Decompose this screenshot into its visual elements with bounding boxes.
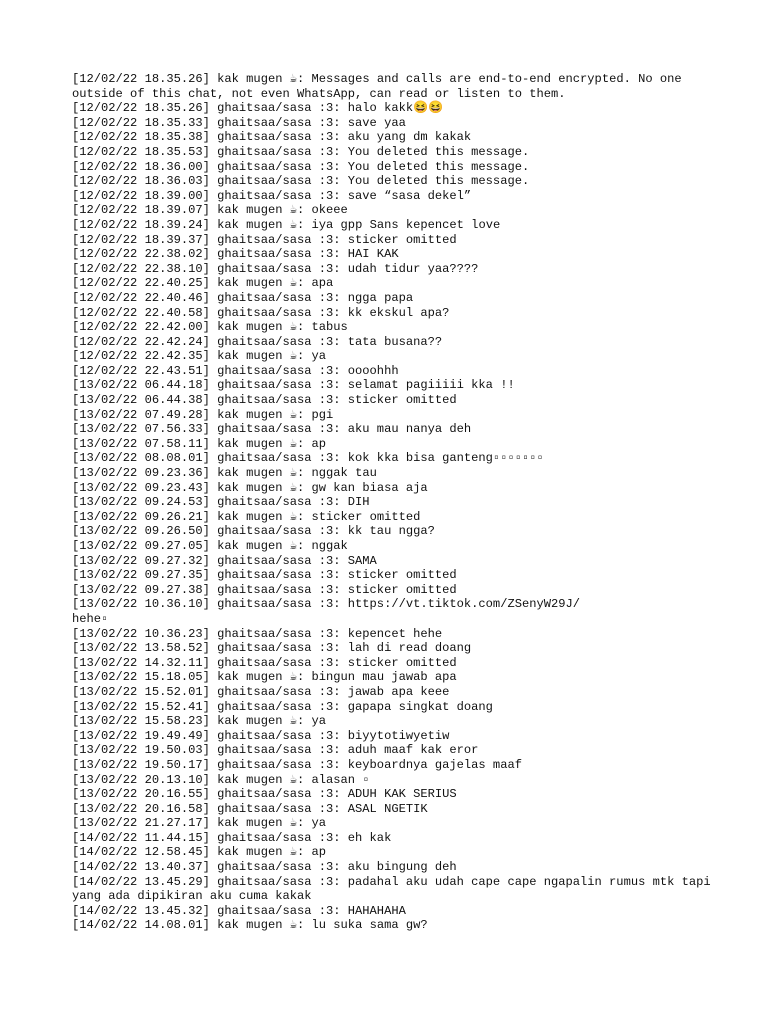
chat-line: [13/02/22 09.23.36] kak mugen ☕: nggak tau — [72, 466, 377, 481]
chat-line: [12/02/22 22.40.58] ghaitsaa/sasa :3: kk ekskul apa? — [72, 305, 450, 320]
chat-line: [12/02/22 22.38.02] ghaitsaa/sasa :3: HAI KAK — [72, 247, 399, 262]
chat-line: [13/02/22 06.44.38] ghaitsaa/sasa :3: sticker omitted — [72, 393, 457, 408]
chat-line: [14/02/22 14.08.01] kak mugen ☕: lu suka sama gw? — [72, 918, 428, 933]
chat-line: [12/02/22 18.39.00] ghaitsaa/sasa :3: save “sasa dekel” — [72, 188, 472, 203]
chat-line: [13/02/22 08.08.01] ghaitsaa/sasa :3: kok kka bisa ganteng▫▫▫▫▫▫▫ — [72, 451, 544, 466]
chat-line: [13/02/22 15.52.01] ghaitsaa/sasa :3: jawab apa keee — [72, 684, 450, 699]
chat-line: [13/02/22 09.27.35] ghaitsaa/sasa :3: sticker omitted — [72, 568, 457, 583]
chat-line: [12/02/22 18.36.03] ghaitsaa/sasa :3: You deleted this message. — [72, 174, 530, 189]
chat-line: [13/02/22 19.49.49] ghaitsaa/sasa :3: biyytotiwyetiw — [72, 728, 450, 743]
chat-line: [12/02/22 18.39.07] kak mugen ☕: okeee — [72, 203, 348, 218]
chat-line: [13/02/22 14.32.11] ghaitsaa/sasa :3: sticker omitted — [72, 655, 457, 670]
chat-line: [13/02/22 19.50.17] ghaitsaa/sasa :3: keyboardnya gajelas maaf — [72, 757, 522, 772]
chat-line: [13/02/22 09.24.53] ghaitsaa/sasa :3: DIH — [72, 495, 370, 510]
chat-line: [13/02/22 19.50.03] ghaitsaa/sasa :3: aduh maaf kak eror — [72, 743, 479, 758]
chat-line: [12/02/22 18.35.53] ghaitsaa/sasa :3: You deleted this message. — [72, 144, 530, 159]
chat-line: [13/02/22 09.26.50] ghaitsaa/sasa :3: kk tau ngga? — [72, 524, 435, 539]
chat-line: [13/02/22 10.36.10] ghaitsaa/sasa :3: https://vt.tiktok.com/ZSenyW29J/ hehe▫ — [72, 597, 581, 626]
chat-line: [12/02/22 18.39.24] kak mugen ☕: iya gpp Sans kepencet love — [72, 217, 501, 232]
chat-line: [14/02/22 12.58.45] kak mugen ☕: ap — [72, 845, 327, 860]
chat-line: [13/02/22 09.27.38] ghaitsaa/sasa :3: sticker omitted — [72, 582, 457, 597]
chat-line: [13/02/22 09.27.32] ghaitsaa/sasa :3: SAMA — [72, 553, 377, 568]
chat-line: [13/02/22 21.27.17] kak mugen ☕: ya — [72, 816, 327, 831]
chat-line: [13/02/22 10.36.23] ghaitsaa/sasa :3: kepencet hehe — [72, 626, 443, 641]
chat-line: [14/02/22 11.44.15] ghaitsaa/sasa :3: eh kak — [72, 830, 392, 845]
chat-line: [12/02/22 18.35.33] ghaitsaa/sasa :3: save yaa — [72, 115, 406, 130]
chat-line: [14/02/22 13.45.29] ghaitsaa/sasa :3: padahal aku udah cape cape ngapalin rumus mtk tapi yang ada dipikiran aku cuma kakak — [72, 874, 718, 904]
chat-line: [14/02/22 13.40.37] ghaitsaa/sasa :3: aku bingung deh — [72, 860, 457, 875]
chat-line: [12/02/22 18.36.00] ghaitsaa/sasa :3: You deleted this message. — [72, 159, 530, 174]
chat-line: [13/02/22 13.58.52] ghaitsaa/sasa :3: lah di read doang — [72, 641, 472, 656]
chat-line: [13/02/22 15.18.05] kak mugen ☕: bingun mau jawab apa — [72, 670, 457, 685]
chat-line: [13/02/22 07.58.11] kak mugen ☕: ap — [72, 436, 327, 451]
chat-line: [13/02/22 09.23.43] kak mugen ☕: gw kan biasa aja — [72, 480, 428, 495]
chat-line: [12/02/22 22.43.51] ghaitsaa/sasa :3: oooohhh — [72, 363, 399, 378]
chat-line: [13/02/22 07.56.33] ghaitsaa/sasa :3: aku mau nanya deh — [72, 422, 472, 437]
chat-line: [13/02/22 20.13.10] kak mugen ☕: alasan ▫ — [72, 772, 370, 787]
chat-line: [14/02/22 13.45.32] ghaitsaa/sasa :3: HAHAHAHA — [72, 903, 406, 918]
chat-line: [12/02/22 22.42.00] kak mugen ☕: tabus — [72, 320, 348, 335]
chat-line: [13/02/22 20.16.58] ghaitsaa/sasa :3: ASAL NGETIK — [72, 801, 428, 816]
chat-line: [13/02/22 20.16.55] ghaitsaa/sasa :3: ADUH KAK SERIUS — [72, 787, 457, 802]
chat-line: [13/02/22 09.26.21] kak mugen ☕: sticker omitted — [72, 509, 421, 524]
chat-line: [13/02/22 15.58.23] kak mugen ☕: ya — [72, 714, 327, 729]
chat-line: [12/02/22 22.42.35] kak mugen ☕: ya — [72, 349, 327, 364]
chat-line: [12/02/22 22.40.25] kak mugen ☕: apa — [72, 276, 334, 291]
chat-line: [12/02/22 22.42.24] ghaitsaa/sasa :3: tata busana?? — [72, 334, 443, 349]
chat-line: [13/02/22 15.52.41] ghaitsaa/sasa :3: gapapa singkat doang — [72, 699, 493, 714]
chat-line: [12/02/22 18.35.26] ghaitsaa/sasa :3: halo kakk😆😆 — [72, 101, 444, 116]
chat-line: [12/02/22 18.39.37] ghaitsaa/sasa :3: sticker omitted — [72, 232, 457, 247]
chat-export-document — [72, 72, 732, 933]
chat-line: [13/02/22 06.44.18] ghaitsaa/sasa :3: selamat pagiiiii kka !! — [72, 378, 515, 393]
chat-line: [13/02/22 07.49.28] kak mugen ☕: pgi — [72, 407, 334, 422]
chat-line: [12/02/22 22.40.46] ghaitsaa/sasa :3: ngga papa — [72, 290, 414, 305]
chat-line: [12/02/22 18.35.26] kak mugen ☕: Messages and calls are end-to-end encrypted. No one outside of this chat, not even WhatsApp, can read or listen to them. — [72, 72, 689, 101]
chat-line: [12/02/22 22.38.10] ghaitsaa/sasa :3: udah tidur yaa???? — [72, 261, 479, 276]
chat-line: [13/02/22 09.27.05] kak mugen ☕: nggak — [72, 539, 348, 553]
chat-line: [12/02/22 18.35.38] ghaitsaa/sasa :3: aku yang dm kakak — [72, 130, 472, 145]
